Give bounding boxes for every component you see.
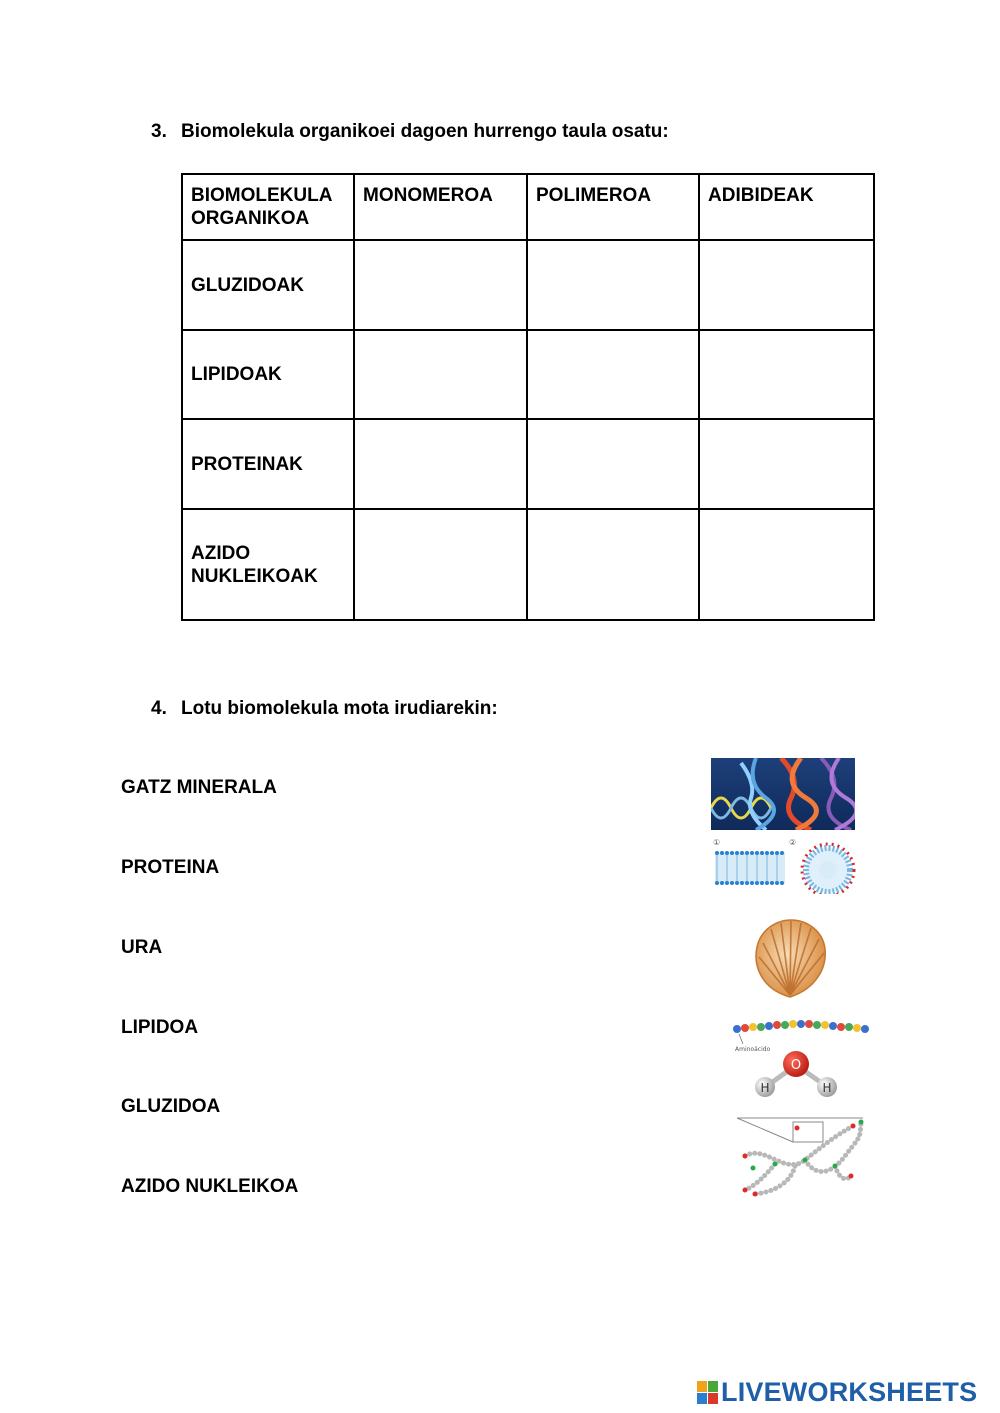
question-4-title xyxy=(151,698,498,720)
question-3-text: Biomolekula organikoei dagoen hurrengo taula osatu: xyxy=(181,121,669,142)
row-label-azido-nukleikoak-text: AZIDO NUKLEIKOAK xyxy=(191,542,318,587)
chain-label-text: Aminoácido xyxy=(735,1046,771,1053)
header-adibideak: ADIBIDEAK xyxy=(699,174,874,240)
polimeroa-cell[interactable] xyxy=(527,330,699,419)
lipid-image-label-2: ② xyxy=(789,838,797,847)
adibideak-cell[interactable] xyxy=(699,419,874,509)
adibideak-cell[interactable] xyxy=(699,509,874,620)
table-row xyxy=(182,509,874,620)
table-row xyxy=(182,419,874,509)
match-label-proteina[interactable]: PROTEINA xyxy=(121,857,220,878)
polimeroa-cell[interactable] xyxy=(527,419,699,509)
header-monomeroa: MONOMEROA xyxy=(354,174,527,240)
liveworksheets-brand-text: LIVEWORKSHEETS xyxy=(721,1377,978,1407)
question-3-number: 3. xyxy=(151,121,167,142)
hydrogen-atom-label-left: H xyxy=(760,1081,770,1095)
amino-acid-chain-image[interactable] xyxy=(731,1017,871,1053)
lipid-image-label-1: ① xyxy=(713,838,721,847)
question-3-title xyxy=(151,121,669,143)
row-label-azido-nukleikoak xyxy=(182,509,354,620)
glycogen-chain-image[interactable] xyxy=(735,1116,867,1198)
liveworksheets-logo[interactable] xyxy=(697,1377,977,1408)
table-row xyxy=(182,240,874,330)
polimeroa-cell[interactable] xyxy=(527,240,699,330)
oxygen-atom-label: O xyxy=(790,1058,802,1073)
match-label-azido-nukleikoa[interactable]: AZIDO NUKLEIKOA xyxy=(121,1176,299,1197)
monomeroa-cell[interactable] xyxy=(354,330,527,419)
table-header-row xyxy=(182,174,874,240)
question-4-text: Lotu biomolekula mota irudiarekin: xyxy=(181,698,498,719)
monomeroa-cell[interactable] xyxy=(354,419,527,509)
header-polimeroa: POLIMEROA xyxy=(527,174,699,240)
match-label-ura[interactable]: URA xyxy=(121,937,163,958)
match-label-lipidoa[interactable]: LIPIDOA xyxy=(121,1017,199,1038)
header-biomolekula xyxy=(182,174,354,240)
row-label-lipidoak: LIPIDOAK xyxy=(182,330,354,419)
liveworksheets-logo-icon xyxy=(697,1381,719,1405)
row-label-proteinak: PROTEINAK xyxy=(182,419,354,509)
header-biomolekula-text: BIOMOLEKULA ORGANIKOA xyxy=(191,185,333,229)
water-molecule-image[interactable] xyxy=(751,1049,841,1099)
biomolecule-table xyxy=(181,173,875,621)
monomeroa-cell[interactable] xyxy=(354,240,527,330)
table-row xyxy=(182,330,874,419)
question-4-number: 4. xyxy=(151,698,167,719)
dna-helix-image[interactable] xyxy=(711,758,855,830)
match-label-gatz-minerala[interactable]: GATZ MINERALA xyxy=(121,777,277,798)
match-label-gluzidoa[interactable]: GLUZIDOA xyxy=(121,1096,221,1117)
adibideak-cell[interactable] xyxy=(699,330,874,419)
lipid-bilayer-image[interactable] xyxy=(711,836,867,894)
adibideak-cell[interactable] xyxy=(699,240,874,330)
hydrogen-atom-label-right: H xyxy=(822,1081,832,1095)
monomeroa-cell[interactable] xyxy=(354,509,527,620)
seashell-image[interactable] xyxy=(751,917,829,999)
polimeroa-cell[interactable] xyxy=(527,509,699,620)
row-label-gluzidoak: GLUZIDOAK xyxy=(182,240,354,330)
